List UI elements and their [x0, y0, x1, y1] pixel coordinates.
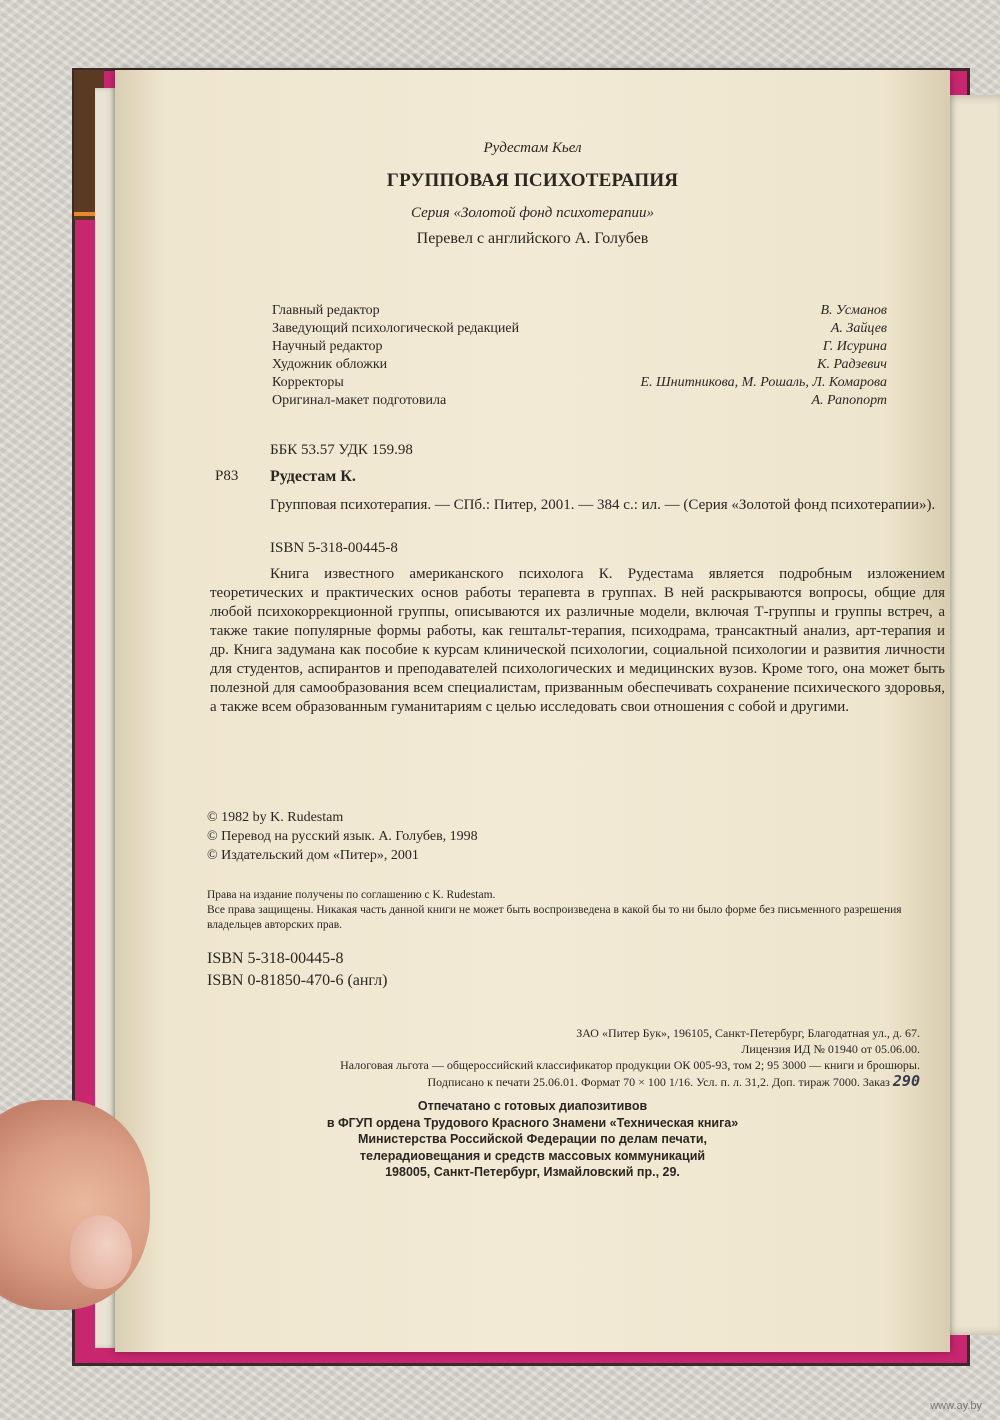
- printer-line: Отпечатано с готовых диапозитивов: [417, 1099, 648, 1113]
- translator: Перевел с английского А. Голубев: [416, 230, 649, 247]
- imprint-line: ЗАО «Питер Бук», 196105, Санкт-Петербург, Благодатная ул., д. 67.: [576, 1026, 920, 1040]
- print-details: Подписано к печати 25.06.01. Формат 70 × 100 1/16. Усл. п. л. 31,2. Доп. тираж 7000. Заказ: [427, 1075, 890, 1089]
- credit-role: Оригинал-макет подготовила: [272, 393, 447, 408]
- printer-line: в ФГУП ордена Трудового Красного Знамени «Техническая книга»: [326, 1115, 739, 1130]
- credit-name: К. Радзевич: [817, 357, 887, 372]
- copyright-block: [207, 808, 478, 865]
- imprint-line: [250, 1073, 920, 1090]
- printer-line: 198005, Санкт-Петербург, Измайловский пр., 29.: [385, 1165, 680, 1179]
- printer-line: Министерства Российской Федерации по делам печати,: [357, 1132, 708, 1146]
- series: Серия «Золотой фонд психотерапии»: [410, 205, 654, 221]
- credit-name: А. Зайцев: [830, 321, 887, 336]
- credit-name: А. Рапопорт: [811, 393, 887, 408]
- credit-row: [272, 356, 887, 374]
- rights-line: Права на издание получены по соглашению с K. Rudestam.: [207, 889, 496, 901]
- thumbnail: [70, 1215, 132, 1289]
- credit-row: [272, 338, 887, 356]
- credit-role: Корректоры: [272, 375, 344, 390]
- catalog-isbn: ISBN 5-318-00445-8: [270, 540, 398, 556]
- imprint-line: Налоговая льгота — общероссийский классификатор продукции ОК 005-93, том 2; 95 3000 — книги и брошюры.: [340, 1058, 920, 1072]
- imprint-line: Лицензия ИД № 01940 от 05.06.00.: [741, 1042, 920, 1056]
- credit-row: [272, 392, 887, 410]
- author: Рудестам Кьел: [483, 140, 582, 156]
- rights-notice: [207, 888, 947, 933]
- credits-list: [272, 302, 887, 410]
- title-verso-page: [115, 70, 950, 1352]
- watermark: www.ay.by: [930, 1400, 982, 1412]
- rights-line: Все права защищены. Никакая часть данной книги не может быть воспроизведена в какой бы то ни было форме без письменного разрешения владельцев авторских прав.: [207, 904, 902, 931]
- bbk-udk-codes: ББК 53.57 УДК 159.98: [270, 442, 413, 458]
- printer-block: [115, 1098, 950, 1181]
- credit-name: В. Усманов: [820, 303, 887, 318]
- book-abstract: Книга известного американского психолога К. Рудестама является подробным изложением теоретических и практических основ работы терапевта в группах. В ней раскрываются вопросы, общие для любой психокоррекционной группы, описываются их различные модели, включая Т-группы и группы встреч, а также такие популярные формы работы, как гештальт-терапия, психодрама, трансактный анализ, арт-терапия и др. Книга задумана как пособие к курсам клинической психологии, социальной психологии и развития личности для студентов, аспирантов и преподавателей психологических и медицинских вузов. Кроме того, она может быть полезной для самообразования всем специалистам, призванным обеспечивать сохранение психического здоровья, а также всем образованным гуманитариям с целью исследовать свои отношения с собой и другими.: [210, 566, 945, 715]
- catalog-author: Рудестам К.: [270, 468, 356, 485]
- order-number-handwritten: 290: [892, 1072, 920, 1090]
- credit-row: [272, 374, 887, 392]
- copyright-line: © 1982 by K. Rudestam: [207, 810, 344, 825]
- credit-role: Заведующий психологической редакцией: [272, 321, 520, 336]
- credit-name: Е. Шнитникова, М. Рошаль, Л. Комарова: [640, 375, 887, 390]
- credit-row: [272, 320, 887, 338]
- credit-row: [272, 302, 887, 320]
- book-title: ГРУППОВАЯ ПСИХОТЕРАПИЯ: [386, 170, 679, 191]
- credit-role: Научный редактор: [272, 339, 383, 354]
- credit-name: Г. Исурина: [822, 339, 887, 354]
- catalog-code: Р83: [215, 468, 239, 484]
- bibliographic-record: Групповая психотерапия. — СПб.: Питер, 2001. — 384 с.: ил. — (Серия «Золотой фонд психотерапии»).: [270, 497, 936, 513]
- holding-hand: [0, 1100, 150, 1310]
- imprint-block: [250, 1025, 920, 1090]
- isbn-line: ISBN 0-81850-470-6 (англ): [207, 972, 388, 989]
- printer-line: телерадиовещания и средств массовых коммуникаций: [359, 1148, 706, 1163]
- isbn-line: ISBN 5-318-00445-8: [207, 950, 344, 967]
- copyright-line: © Издательский дом «Питер», 2001: [207, 848, 419, 863]
- copyright-line: © Перевод на русский язык. А. Голубев, 1998: [207, 829, 478, 844]
- credit-role: Главный редактор: [272, 303, 380, 318]
- credit-role: Художник обложки: [272, 357, 388, 372]
- isbn-block: [207, 948, 388, 992]
